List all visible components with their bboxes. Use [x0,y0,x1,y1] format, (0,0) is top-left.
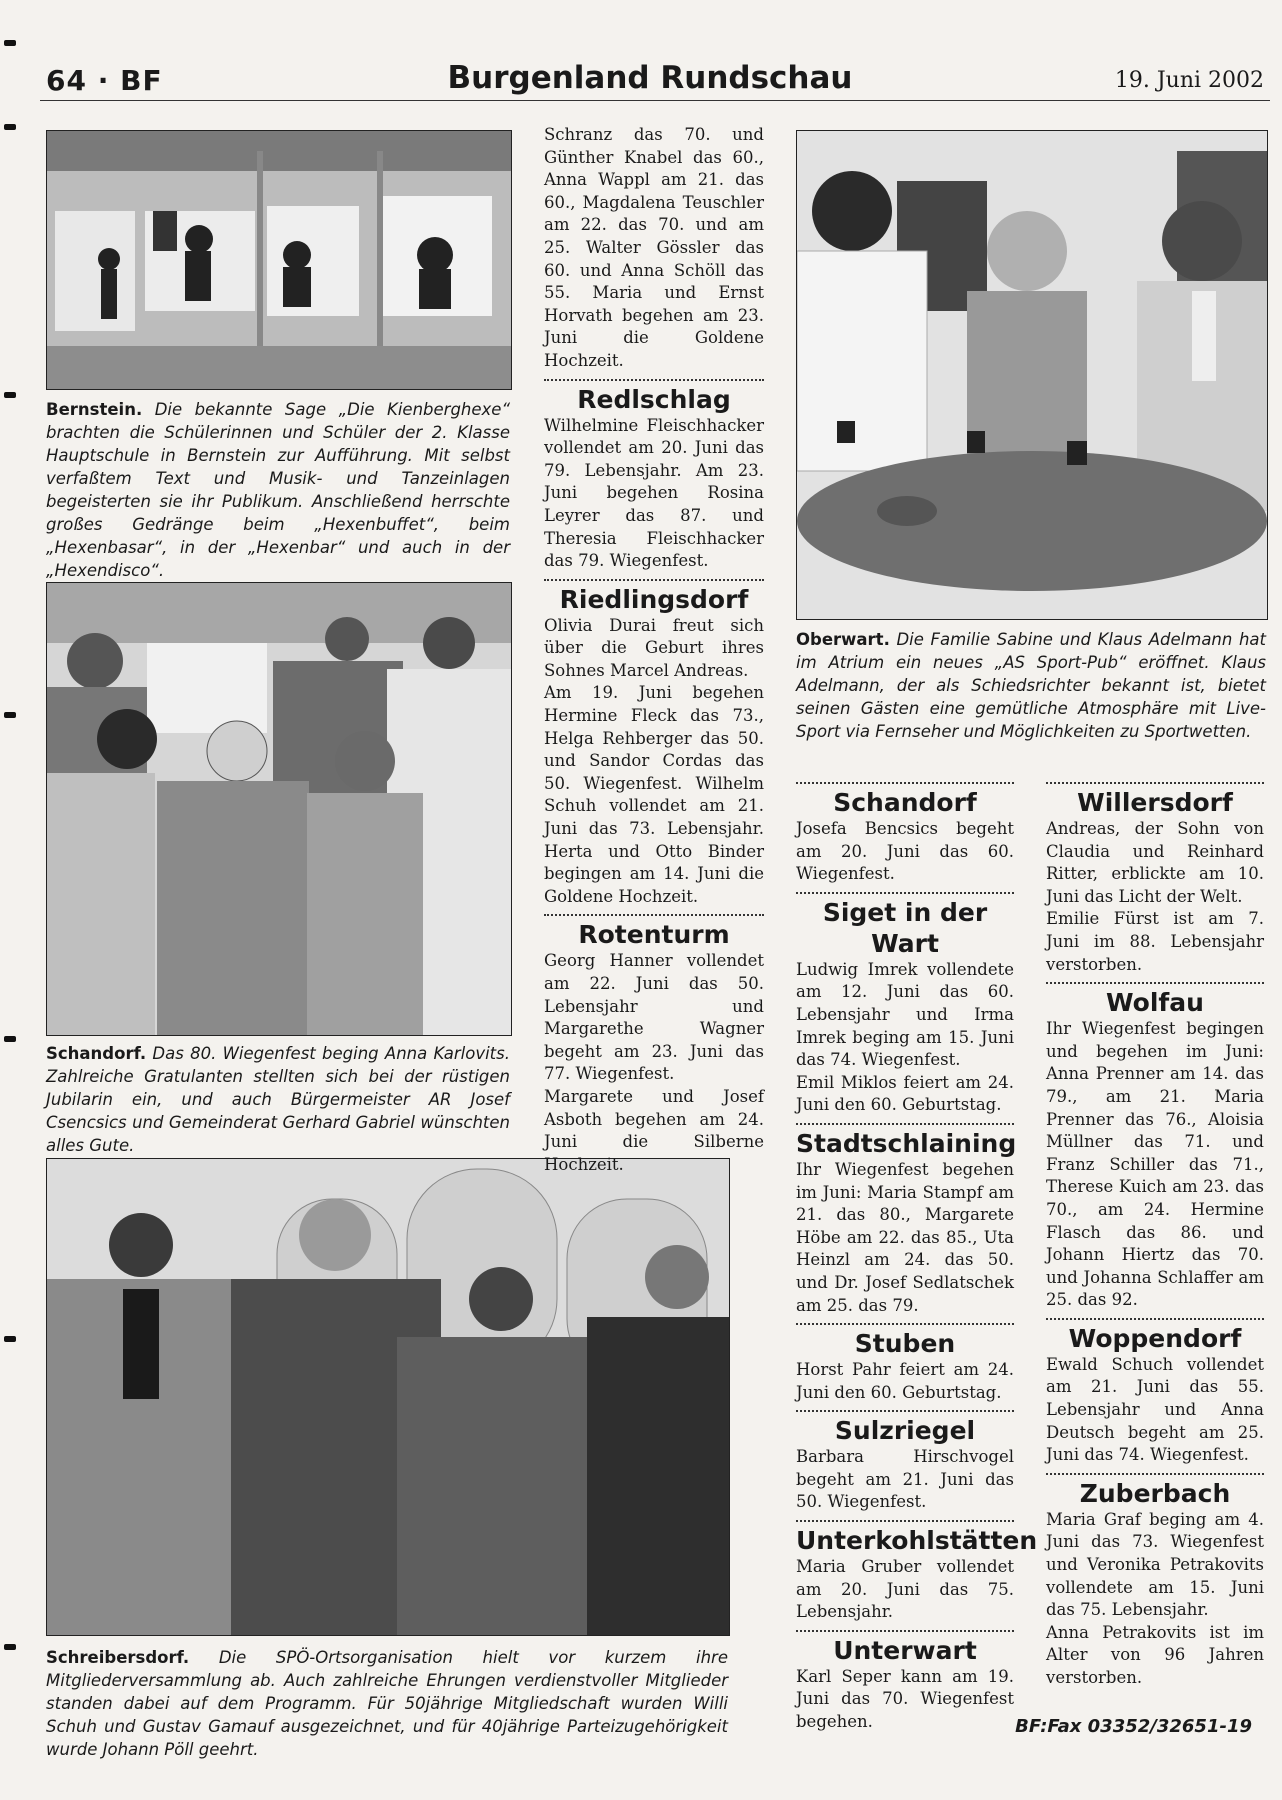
dotted-divider [544,914,764,916]
article-text: Ihr Wiegenfest begehen im Juni: Maria Stampf am 21. das 80., Margarete Höbe am 22. das 85., Uta Heinzl am 24. das 50. und Dr. Josef Sedlatschek am 25. das 79. [796,1159,1014,1315]
article-text: Andreas, der Sohn von Claudia und Reinhard Ritter, erblickte am 10. Juni das Licht der Welt. [1046,819,1264,906]
caption-oberwart [796,628,1266,743]
issue-date: 19. Juni 2002 [1114,68,1264,93]
article-text: Am 19. Juni begehen Hermine Fleck das 73., Helga Rehberger das 50. und Sandor Cordas das 50. Wiegenfest. Wilhelm Schuh vollendet am 21. Juni das 73. Lebensjahr. Herta und Otto Binder begingen am 14. Juni die Goldene Hochzeit. [544,683,764,906]
article-text: Josefa Bencsics begeht am 20. Juni das 60. Wiegenfest. [796,819,1014,884]
section-title: Riedlingsdorf [559,584,749,614]
caption-place: Schandorf. [46,1044,147,1063]
margin-mark [4,1644,16,1650]
article-text: Margarete und Josef Asboth begehen am 24. Juni die Silberne Hochzeit. [544,1086,764,1174]
section-title: Stuben [854,1329,956,1359]
article-text: Ludwig Imrek vollendete am 12. Juni das 60. Lebensjahr und Irma Imrek beging am 15. Juni das 74. Wiegenfest. [796,959,1014,1070]
section-title: Zuberbach [1079,1478,1231,1508]
article-text: Georg Hanner vollendet am 22. Juni das 50. Lebensjahr und Margarethe Wagner begeht am 23. Juni das 77. Wiegenfest. [544,951,764,1084]
article-text: Horst Pahr feiert am 24. Juni den 60. Geburtstag. [796,1360,1014,1402]
article-text: Wilhelmine Fleischhacker vollendet am 20. Juni das 79. Lebensjahr. Am 23. Juni begehen Rosina Leyrer das 87. und Theresia Fleischhacker das 79. Wiegenfest. [544,415,764,571]
caption-place: Schreibersdorf. [46,1648,190,1667]
section-title: Schandorf [833,788,977,817]
dotted-divider [796,892,1014,894]
column-middle [544,124,764,1176]
caption-text: Die SPÖ-Ortsorganisation hielt vor kurzem ihre Mitgliederversammlung ab. Auch zahlreiche Ehrungen verdienstvoller Mitglieder standen dabei auf dem Programm. Für 50jährige Mitgliedschaft wurden Willi Schuh und Gustav Gamauf ausgezeichnet, und für 40jährige Parteizugehörigkeit wurde Johann Pöll geehrt. [46,1648,728,1759]
section-title: Stadtschlaining [796,1128,1017,1158]
dotted-divider [1046,982,1264,984]
section-title: Unterwart [833,1635,977,1665]
article-text: Karl Seper kann am 19. Juni das 70. Wiegenfest begehen. [796,1666,1014,1732]
margin-mark [4,40,16,46]
margin-mark [4,1336,16,1342]
dotted-divider [796,1323,1014,1325]
article-text: Olivia Durai freut sich über die Geburt ihres Sohnes Marcel Andreas. [544,615,764,680]
dotted-divider [796,1410,1014,1412]
article-text: Emilie Fürst ist am 7. Juni im 88. Lebensjahr verstorben. [1046,909,1264,974]
photo-bernstein [46,130,512,390]
section-title: Woppendorf [1068,1323,1242,1353]
newspaper-title: Burgenland Rundschau [447,60,853,96]
section-title: Rotenturm [578,920,730,950]
column-right-right [1046,776,1264,1690]
dotted-divider [796,1630,1014,1632]
caption-schreibersdorf [46,1646,728,1761]
caption-schandorf [46,1042,510,1157]
page-number: 64 · BF [46,64,163,97]
dotted-divider [796,1520,1014,1522]
article-text: Anna Petrakovits ist im Alter von 96 Jahren verstorben. [1046,1622,1264,1687]
section-title: Willersdorf [1077,788,1233,817]
article-text: Ihr Wiegenfest begingen und begehen im Juni: Anna Prenner am 14. das 79., am 21. Maria Prenner das 76., Aloisia Müllner das 71. und Franz Schiller das 71., Therese Kuich am 23. das 70., am 24. Hermine Flasch das 86. und Johann Hiertz das 70. und Johanna Schlaffer am 25. das 92. [1046,1019,1264,1310]
caption-text: Die Familie Sabine und Klaus Adelmann hat im Atrium ein neues „AS Sport-Pub“ eröffnet. Klaus Adelmann, der als Schiedsrichter bekannt ist, bietet seinen Gästen eine gemütliche Atmosphäre mit Live-Sport via Fernseher und Möglichkeiten zu Sportwetten. [796,630,1266,741]
dotted-divider [1046,1318,1264,1320]
section-title: Unterkohlstätten [796,1526,1038,1556]
column-right-left [796,776,1038,1734]
section-title: Sulzriegel [834,1416,976,1446]
article-text: Maria Graf beging am 4. Juni das 73. Wiegenfest und Veronika Petrakovits vollendete am 15. Juni das 75. Lebensjahr. [1046,1509,1264,1620]
margin-mark [4,124,16,130]
article-text: Emil Miklos feiert am 24. Juni den 60. Geburtstag. [796,1072,1014,1115]
dotted-divider [1046,1473,1264,1475]
article-text: Schranz das 70. und Günther Knabel das 60., Anna Wappl am 21. das 60., Magdalena Teuschler am 22. das 70. und am 25. Walter Gössler das 60. und Anna Schöll das 55. Maria und Ernst Horvath begehen am 23. Juni die Goldene Hochzeit. [544,125,764,370]
dotted-divider [796,1123,1014,1125]
margin-mark [4,712,16,718]
article-text: Ewald Schuch vollendet am 21. Juni das 55. Lebensjahr und Anna Deutsch begeht am 25. Juni das 74. Wiegenfest. [1046,1354,1264,1465]
dotted-divider [796,782,1014,784]
section-title: Redlschlag [577,384,731,414]
dotted-divider [1046,782,1264,784]
header-rule [40,100,1270,101]
fax-number: BF:Fax 03352/32651-19 [1015,1716,1252,1737]
section-title: Siget in der Wart [822,897,988,958]
caption-text: Die bekannte Sage „Die Kienberghexe“ brachten die Schülerinnen und Schüler der 2. Klasse Hauptschule in Bernstein zur Aufführung. Mit selbst verfaßtem Text und Musik- und Tanzeinlagen begeisterten sie ihr Publikum. Anschließend herrschte großes Gedränge beim „Hexenbuffet“, beim „Hexenbasar“, in der „Hexenbar“ und auch in der „Hexendisco“. [46,400,510,580]
photo-schreibersdorf [46,1158,730,1636]
photo-schandorf [46,582,512,1036]
caption-place: Bernstein. [46,400,143,419]
article-text: Barbara Hirschvogel begeht am 21. Juni das 50. Wiegenfest. [796,1447,1014,1512]
dotted-divider [544,579,764,581]
dotted-divider [544,379,764,381]
section-title: Wolfau [1106,988,1204,1018]
caption-place: Oberwart. [796,630,890,649]
article-text: Maria Gruber vollendet am 20. Juni das 75. Lebensjahr. [796,1557,1014,1622]
caption-bernstein [46,398,510,582]
margin-mark [4,392,16,398]
photo-oberwart [796,130,1268,620]
margin-mark [4,1036,16,1042]
caption-text: Das 80. Wiegenfest beging Anna Karlovits. Zahlreiche Gratulanten stellten sich bei der rüstigen Jubilarin ein, und auch Bürgermeister AR Josef Csencsics und Gemeinderat Gerhard Gabriel wünschten alles Gute. [46,1044,510,1155]
